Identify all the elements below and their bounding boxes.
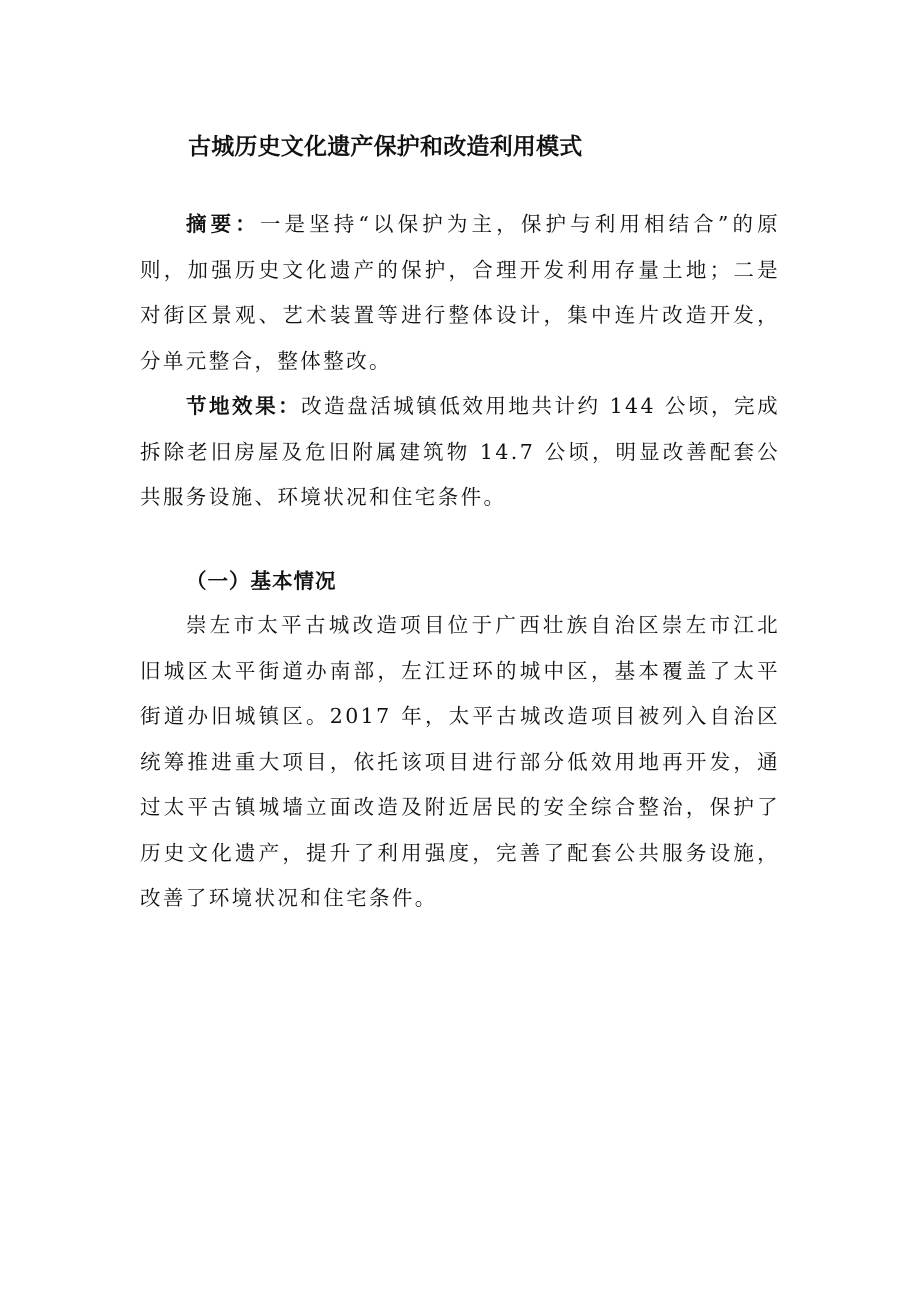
section-heading-basic-situation: （一）基本情况: [186, 569, 337, 593]
abstract-paragraph: [140, 202, 780, 384]
land-saving-effect-text: 改造盘活城镇低效用地共计约 144 公顷，完成拆除老旧房屋及危旧附属建筑物 14.7 公顷，明显改善配套公共服务设施、环境状况和住宅条件。: [140, 394, 780, 509]
land-saving-effect-paragraph: [140, 384, 780, 521]
abstract-label: 摘要：: [186, 212, 260, 236]
document-title: 古城历史文化遗产保护和改造利用模式: [188, 134, 583, 160]
abstract-text: 一是坚持“以保护为主，保护与利用相结合”的原则，加强历史文化遗产的保护，合理开发利用存量土地；二是对街区景观、艺术装置等进行整体设计，集中连片改造开发，分单元整合，整体整改。: [140, 212, 781, 373]
basic-situation-paragraph: 崇左市太平古城改造项目位于广西壮族自治区崇左市江北旧城区太平街道办南部，左江迂环的城中区，基本覆盖了太平街道办旧城镇区。2017 年，太平古城改造项目被列入自治区统筹推进重大项目，依托该项目进行部分低效用地再开发，通过太平古镇城墙立面改造及附近居民的安全综合整治，保护了历史文化遗产，提升了利用强度，完善了配套公共服务设施，改善了环境状况和住宅条件。: [140, 613, 780, 910]
land-saving-effect-label: 节地效果：: [186, 394, 302, 418]
